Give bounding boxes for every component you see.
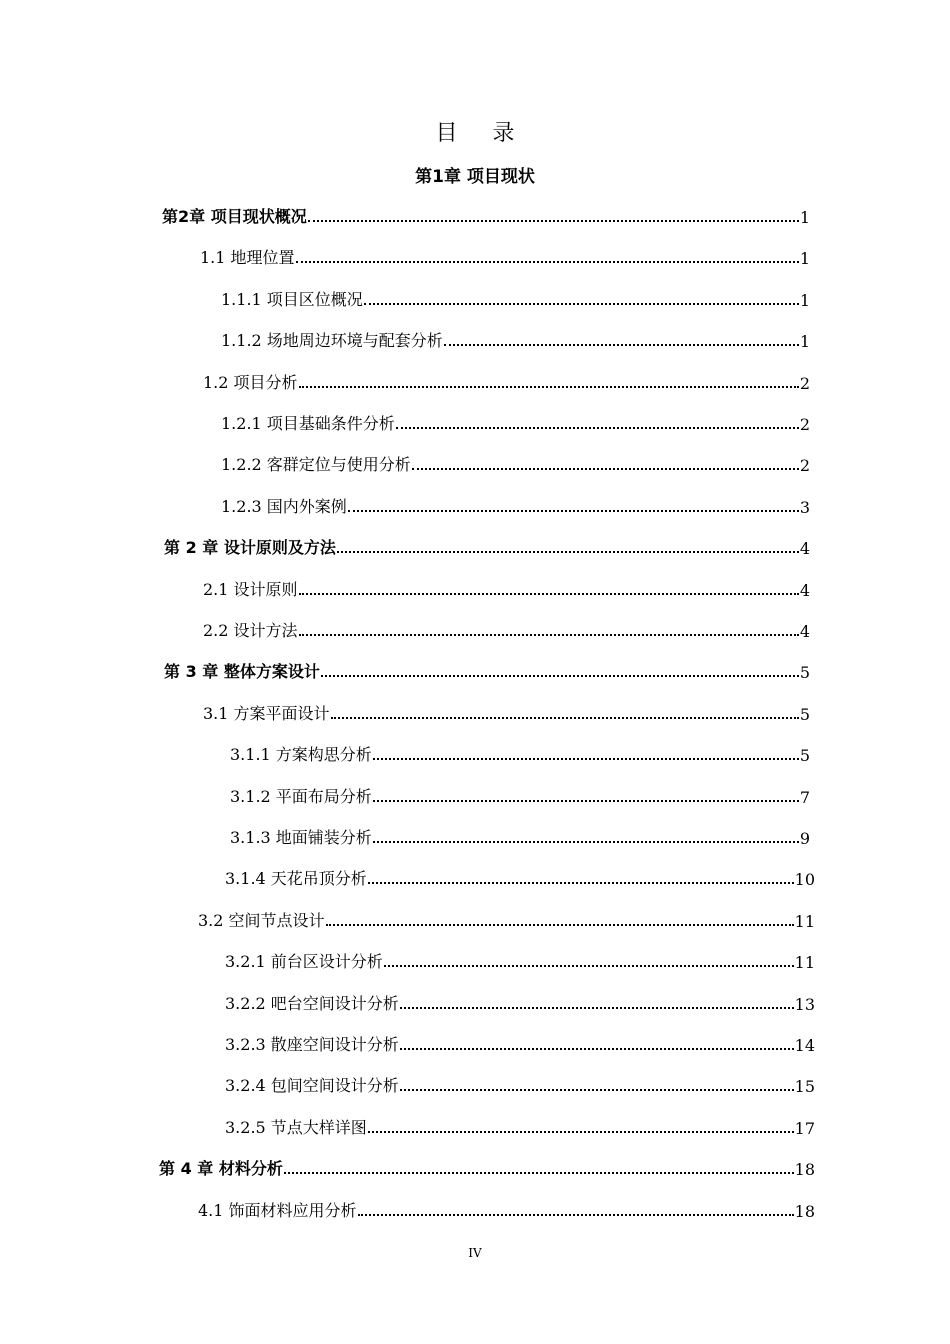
toc-entry[interactable] xyxy=(203,700,810,724)
toc-entry-label: 3.1.3 地面铺装分析 xyxy=(230,828,372,847)
toc-entry-page: 2 xyxy=(799,415,810,434)
dot-leader xyxy=(331,717,799,719)
toc-entry-label: 3.1.4 天花吊顶分析 xyxy=(225,869,367,889)
toc-entry[interactable] xyxy=(162,203,810,227)
dot-leader xyxy=(299,386,799,388)
toc-entry-page: 7 xyxy=(799,787,810,807)
dot-leader xyxy=(373,758,799,760)
toc-entry-page: 2 xyxy=(799,373,810,393)
dot-leader xyxy=(296,261,799,263)
toc-entry-label: 1.2 项目分析 xyxy=(203,372,298,392)
toc-entry-page: 2 xyxy=(799,456,810,476)
dot-leader xyxy=(400,1048,794,1050)
toc-entry-page: 15 xyxy=(794,1077,815,1097)
toc-entry-page: 1 xyxy=(799,290,810,310)
toc-entry-label: 1.2.3 国内外案例 xyxy=(221,496,347,516)
toc-entry[interactable] xyxy=(230,783,810,807)
dot-leader xyxy=(321,675,799,677)
toc-entry[interactable] xyxy=(203,369,810,393)
toc-entry-label: 第 3 章 整体方案设计 xyxy=(164,662,320,682)
toc-entry[interactable] xyxy=(230,741,810,765)
toc-entry[interactable] xyxy=(221,286,810,310)
toc-entry[interactable] xyxy=(203,617,810,641)
dot-leader xyxy=(444,344,799,346)
dot-leader xyxy=(308,220,799,222)
toc-entry-label: 3.2 空间节点设计 xyxy=(198,910,325,930)
toc-entry-page: 5 xyxy=(799,704,810,724)
toc-entry[interactable] xyxy=(164,658,810,682)
dot-leader xyxy=(368,882,794,884)
toc-entry[interactable] xyxy=(225,990,815,1014)
toc-entry-label: 4.1 饰面材料应用分析 xyxy=(198,1200,357,1220)
dot-leader xyxy=(373,800,799,802)
toc-entry[interactable] xyxy=(225,865,815,889)
dot-leader xyxy=(337,551,799,553)
toc-entry-label: 3.2.1 前台区设计分析 xyxy=(225,952,383,972)
dot-leader xyxy=(396,427,799,429)
toc-entry[interactable] xyxy=(221,410,810,434)
toc-entry-page: 11 xyxy=(794,953,815,973)
dot-leader xyxy=(299,634,799,636)
dot-leader xyxy=(412,468,799,470)
toc-entry[interactable] xyxy=(200,244,810,268)
toc-entry-label: 第 2 章 设计原则及方法 xyxy=(164,538,336,558)
toc-entry-page: 3 xyxy=(799,497,810,517)
toc-entry-label: 1.1.1 项目区位概况 xyxy=(221,289,363,309)
toc-entry-label: 3.2.2 吧台空间设计分析 xyxy=(225,993,399,1013)
toc-entry-page: 1 xyxy=(799,208,810,227)
toc-entry-page: 18 xyxy=(794,1201,815,1221)
dot-leader xyxy=(384,965,794,967)
toc-title: 目 录 xyxy=(435,121,529,146)
toc-entry-page: 17 xyxy=(794,1118,815,1138)
toc-entry[interactable] xyxy=(221,493,810,517)
toc-entry-page: 10 xyxy=(794,870,815,890)
toc-entry-page: 1 xyxy=(799,249,810,269)
toc-entry[interactable] xyxy=(225,1114,815,1138)
toc-entry-label: 1.2.1 项目基础条件分析 xyxy=(221,414,395,433)
page-number-footer: IV xyxy=(468,1246,482,1260)
toc-entry-page: 4 xyxy=(799,580,810,600)
toc-entry-label: 3.1.1 方案构思分析 xyxy=(230,745,372,765)
toc-entry-label: 2.1 设计原则 xyxy=(203,579,298,599)
toc-entry[interactable] xyxy=(225,1031,815,1055)
toc-entry-label: 第2章 项目现状概况 xyxy=(162,207,307,226)
toc-entry-label: 2.2 设计方法 xyxy=(203,621,298,640)
toc-entry-label: 1.2.2 客群定位与使用分析 xyxy=(221,455,411,475)
toc-entry-label: 第 4 章 材料分析 xyxy=(159,1159,283,1179)
toc-entry-page: 5 xyxy=(799,746,810,766)
toc-entry[interactable] xyxy=(203,576,810,600)
dot-leader xyxy=(364,303,799,305)
toc-entry-label: 3.2.5 节点大样详图 xyxy=(225,1117,367,1137)
toc-entry-label: 3.2.4 包间空间设计分析 xyxy=(225,1076,399,1096)
toc-entry-page: 4 xyxy=(799,622,810,641)
dot-leader xyxy=(400,1089,794,1091)
dot-leader xyxy=(326,924,794,926)
toc-entry[interactable] xyxy=(225,948,815,972)
toc-entry-page: 1 xyxy=(799,332,810,352)
toc-entry[interactable] xyxy=(221,327,810,351)
toc-entry-label: 3.1 方案平面设计 xyxy=(203,703,330,723)
toc-entry-page: 18 xyxy=(794,1160,815,1180)
dot-leader xyxy=(348,510,799,512)
dot-leader xyxy=(299,593,799,595)
toc-entry-label: 3.2.3 散座空间设计分析 xyxy=(225,1035,399,1054)
toc-subtitle: 第1章 项目现状 xyxy=(415,167,535,187)
toc-entry[interactable] xyxy=(164,534,810,558)
toc-entry-page: 9 xyxy=(799,829,810,848)
toc-entry-page: 11 xyxy=(794,911,815,931)
dot-leader xyxy=(368,1131,794,1133)
toc-entry[interactable] xyxy=(225,1072,815,1096)
toc-entry-label: 1.1 地理位置 xyxy=(200,248,295,268)
toc-entry-page: 14 xyxy=(794,1036,815,1055)
toc-entry[interactable] xyxy=(198,907,815,931)
toc-entry-page: 4 xyxy=(799,539,810,559)
toc-entry-page: 5 xyxy=(799,663,810,683)
toc-entry[interactable] xyxy=(221,451,810,475)
toc-entry[interactable] xyxy=(198,1197,815,1221)
dot-leader xyxy=(284,1172,794,1174)
toc-entry[interactable] xyxy=(159,1155,815,1179)
dot-leader xyxy=(400,1007,794,1009)
toc-entry[interactable] xyxy=(230,824,810,848)
dot-leader xyxy=(373,841,799,843)
toc-entry-page: 13 xyxy=(794,994,815,1014)
toc-entry-label: 3.1.2 平面布局分析 xyxy=(230,786,372,806)
toc-entry-label: 1.1.2 场地周边环境与配套分析 xyxy=(221,331,443,351)
dot-leader xyxy=(358,1214,794,1216)
